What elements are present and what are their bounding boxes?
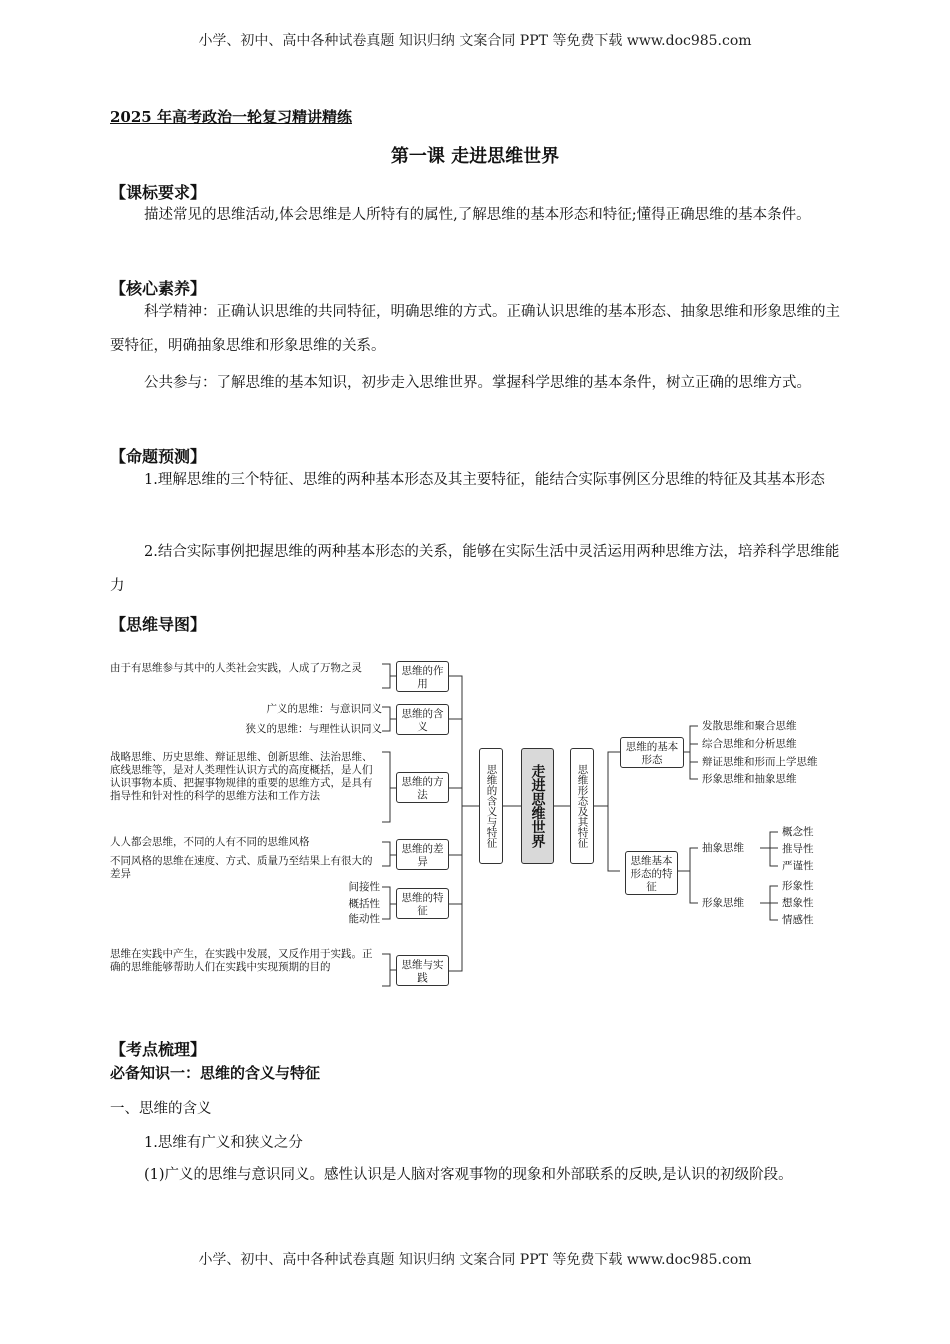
zuoyong-text: 由于有思维参与其中的人类社会实践，人成了万物之灵 — [110, 662, 362, 674]
left-branch-node: 思维的含义与特征 — [479, 748, 503, 864]
group-chouxiang: 抽象思维 — [702, 842, 744, 854]
kebiao-text: 描述常见的思维活动,体会思维是人所特有的属性,了解思维的基本形态和特征;懂得正确思维的基本条件。 — [144, 207, 811, 223]
document-subtitle: 2025 年高考政治一轮复习精讲精练 — [110, 108, 352, 126]
bibei-heading: 必备知识一：思维的含义与特征 — [110, 1064, 321, 1082]
xingtai-item-2: 综合思维和分析思维 — [702, 738, 797, 750]
node-chayi: 思维的差异 — [396, 839, 449, 870]
tezheng-item-3: 能动性 — [348, 913, 380, 925]
chouxiang-item-3: 严谨性 — [782, 860, 814, 872]
page-header: 小学、初中、高中各种试卷真题 知识归纳 文案合同 PPT 等免费下载 www.doc985.com — [198, 33, 752, 49]
connector-left-bracket — [449, 676, 462, 971]
hanyi-item-2: 狭义的思维：与理性认识同义 — [245, 723, 382, 735]
tezheng-item-1: 间接性 — [348, 881, 380, 893]
node-xingtai-tezheng: 思维基本形态的特征 — [625, 851, 678, 895]
group-xingxiang: 形象思维 — [702, 897, 744, 909]
item-1-1: (1)广义的思维与意识同义。感性认识是人脑对客观事物的现象和外部联系的反映,是认识的初级阶段。 — [144, 1167, 793, 1183]
xingtai-item-4: 形象思维和抽象思维 — [702, 773, 797, 785]
heading-mingti: 【命题预测】 — [110, 447, 207, 466]
xingxiang-item-2: 想象性 — [782, 897, 814, 909]
fangfa-text: 战略思维、历史思维、辩证思维、创新思维、法治思维、底线思维等，是对人类理性认识方式的高度概括，是人们认识事物本质、把握事物规律的重要的思维方式，是具有指导性和针对性的科学的思维方法和工作方法 — [110, 751, 373, 802]
chouxiang-item-1: 概念性 — [782, 826, 814, 838]
node-shijian: 思维与实践 — [396, 955, 449, 986]
lesson-title: 第一课 走进思维世界 — [390, 146, 560, 167]
node-tezheng: 思维的特征 — [396, 888, 449, 919]
mingti-p2: 2.结合实际事例把握思维的两种基本形态的关系，能够在实际生活中灵活运用两种思维方法，培养科学思维能力 — [110, 544, 840, 594]
shijian-text: 思维在实践中产生，在实践中发展，又反作用于实践。正确的思维能够帮助人们在实践中实现预期的目的 — [110, 948, 373, 973]
item-1: 1.思维有广义和狭义之分 — [144, 1135, 303, 1151]
chayi-item-1: 人人都会思维，不同的人有不同的思维风格 — [110, 836, 310, 848]
center-node: 走进思维世界 — [521, 748, 554, 864]
xingxiang-item-3: 情感性 — [782, 914, 814, 926]
page-footer: 小学、初中、高中各种试卷真题 知识归纳 文案合同 PPT 等免费下载 www.doc985.com — [198, 1252, 752, 1268]
hexin-p1: 科学精神：正确认识思维的共同特征，明确思维的方式。正确认识思维的基本形态、抽象思维和形象思维的主要特征，明确抽象思维和形象思维的关系。 — [110, 304, 840, 354]
node-zuoyong: 思维的作用 — [396, 661, 449, 692]
node-jiben-xingtai: 思维的基本形态 — [620, 737, 684, 768]
chayi-item-2: 不同风格的思维在速度、方式、质量乃至结果上有很大的差异 — [110, 855, 373, 880]
node-fangfa: 思维的方法 — [396, 772, 449, 803]
xingxiang-item-1: 形象性 — [782, 880, 814, 892]
heading-kebiao: 【课标要求】 — [110, 183, 207, 202]
tezheng-item-2: 概括性 — [348, 898, 380, 910]
heading-kaodian: 【考点梳理】 — [110, 1040, 207, 1059]
node-hanyi: 思维的含义 — [396, 704, 449, 735]
heading-daotu: 【思维导图】 — [110, 615, 207, 634]
xingtai-item-1: 发散思维和聚合思维 — [702, 720, 797, 732]
heading-hexin: 【核心素养】 — [110, 279, 207, 298]
hanyi-heading: 一、思维的含义 — [110, 1101, 212, 1117]
hexin-p2: 公共参与：了解思维的基本知识，初步走入思维世界。掌握科学思维的基本条件，树立正确的思维方式。 — [144, 375, 811, 391]
connector-right-bracket — [608, 752, 620, 871]
xingtai-item-3: 辩证思维和形而上学思维 — [702, 756, 818, 768]
right-branch-node: 思维形态及其特征 — [570, 748, 594, 864]
chouxiang-item-2: 推导性 — [782, 843, 814, 855]
mingti-p1: 1.理解思维的三个特征、思维的两种基本形态及其主要特征，能结合实际事例区分思维的特征及其基本形态 — [144, 472, 825, 488]
hanyi-item-1: 广义的思维：与意识同义 — [266, 703, 382, 715]
